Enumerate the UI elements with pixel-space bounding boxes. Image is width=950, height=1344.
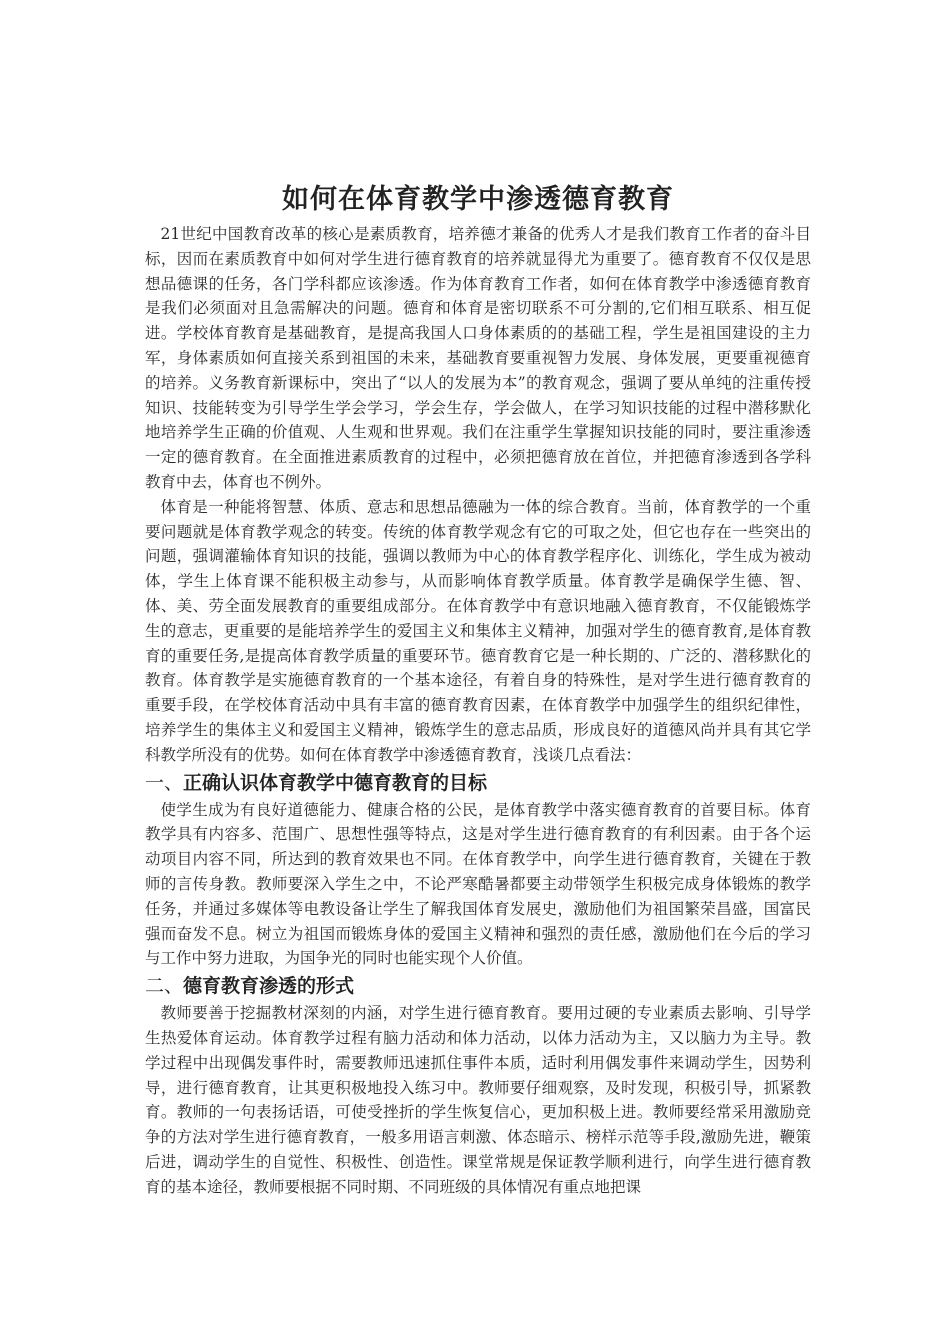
- section-heading-2: [145, 971, 811, 1001]
- document-title: 如何在体育教学中渗透德育教育: [282, 184, 674, 215]
- intro-paragraph-2: 体育是一种能将智慧、体质、意志和思想品德融为一体的综合教育。当前，体育教学的一个重要问题就是体育教学观念的转变。传统的体育教学观念有它的可取之处，但它也存在一些突出的问题，强调灌输体育知识的技能，强调以教师为中心的体育教学程序化、训练化，学生成为被动体，学生上体育课不能积极主动参与，从而影响体育教学质量。体育教学是确保学生德、智、体、美、劳全面发展教育的重要组成部分。在体育教学中有意识地融入德育教育，不仅能锻炼学生的意志，更重要的是能培养学生的爱国主义和集体主义精神，加强对学生的德育教育,是体育教育的重要任务,是提高体育教学质量的重要环节。德育教育它是一种长期的、广泛的、潜移默化的教育。体育教学是实施德育教育的一个基本途径，有着自身的特殊性，是对学生进行德育教育的重要手段，在学校体育活动中具有丰富的德育教育因素，在体育教学中加强学生的组织纪律性，培养学生的集体主义和爱国主义精神，锻炼学生的意志品质，形成良好的道德风尚并具有其它学科教学所没有的优势。如何在体育教学中渗透德育教育，浅谈几点看法：: [145, 497, 811, 764]
- section-heading-1: [145, 768, 811, 798]
- section-number: 二、: [145, 975, 184, 998]
- section-paragraph-1: 使学生成为有良好道德能力、健康合格的公民，是体育教学中落实德育教育的首要目标。体育教学具有内容多、范围广、思想性强等特点，这是对学生进行德育教育的有利因素。由于各个运动项目内容不同，所达到的教育效果也不同。在体育教学中，向学生进行德育教育，关键在于教师的言传身教。教师要深入学生之中，不论严寒酷暑都要主动带领学生积极完成身体锻炼的教学任务，并通过多媒体等电教设备让学生了解我国体育发展史，激励他们为祖国繁荣昌盛，国富民强而奋发不息。树立为祖国而锻炼身体的爱国主义精神和强烈的责任感，激励他们在今后的学习与工作中努力进取，为国争光的同时也能实现个人价值。: [145, 800, 811, 968]
- document-page: [145, 178, 811, 1199]
- section-heading-text: 正确认识体育教学中德育教育的目标: [183, 771, 488, 794]
- section-heading-text: 德育教育渗透的形式: [183, 975, 355, 998]
- intro-paragraph-1: 21世纪中国教育改革的核心是素质教育，培养德才兼备的优秀人才是我们教育工作者的奋斗目标，因而在素质教育中如何对学生进行德育教育的培养就显得尤为重要了。德育教育不仅仅是思想品德课的任务，各门学科都应该渗透。作为体育教育工作者，如何在体育教学中渗透德育教育是我们必须面对且急需解决的问题。德育和体育是密切联系不可分割的,它们相互联系、相互促进。学校体育教育是基础教育，是提高我国人口身体素质的的基础工程，学生是祖国建设的主力军，身体素质如何直接关系到祖国的未来，基础教育要重视智力发展、身体发展，更要重视德育的培养。义务教育新课标中，突出了“以人的发展为本”的教育观念，强调了要从单纯的注重传授知识、技能转变为引导学生学会学习，学会生存，学会做人，在学习知识技能的过程中潜移默化地培养学生正确的价值观、人生观和世界观。我们在注重学生掌握知识技能的同时，要注重渗透一定的德育教育。在全面推进素质教育的过程中，必须把德育放在首位，并把德育渗透到各学科教育中去，体育也不例外。: [145, 225, 811, 491]
- section-number: 一、: [145, 771, 184, 794]
- section-paragraph-2: 教师要善于挖掘教材深刻的内涵，对学生进行德育教育。要用过硬的专业素质去影响、引导学生热爱体育运动。体育教学过程有脑力活动和体力活动，以体力活动为主，又以脑力为主导。教学过程中出现偶发事件时，需要教师迅速抓住事件本质，适时利用偶发事件来调动学生，因势利导，进行德育教育，让其更积极地投入练习中。教师要仔细观察，及时发现，积极引导，抓紧教育。教师的一句表扬话语，可使受挫折的学生恢复信心，更加积极上进。教师要经常采用激励竞争的方法对学生进行德育教育，一般多用语言刺激、体态暗示、榜样示范等手段,激励先进，鞭策后进，调动学生的自觉性、积极性、创造性。课堂常规是保证教学顺利进行，向学生进行德育教育的基本途径，教师要根据不同时期、不同班级的具体情况有重点地把课: [145, 1004, 811, 1196]
